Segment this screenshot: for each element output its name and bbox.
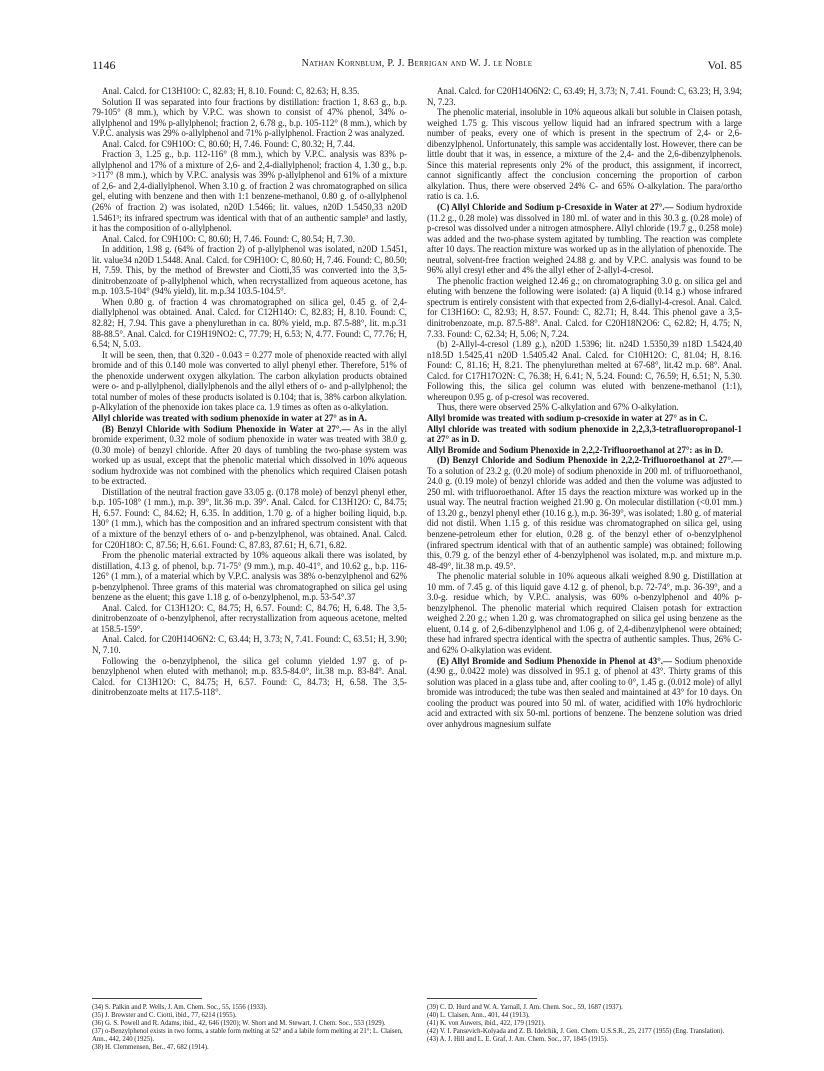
paragraph: From the phenolic material extracted by 10% aqueous alkali there was isolated, by distillation, 4.13 g. of phenol, b.p. 71-75° (9 mm.), m.p. 40-41°, and 10.62 g., b.p. 116-126° (1 mm.), of a material which by V.P.C. analysis was 38% o-benzylphenol and 62% p-benzylphenol. Three grams of this material was chromatographed on silica gel using benzene as the eluent; this gave 1.18 g. of o-benzylphenol, m.p. 53-54°.37 bbox=[92, 550, 407, 603]
paragraph: (D) Benzyl Chloride and Sodium Phenoxide in 2,2,2-Trifluoroethanol at 27°.—To a solution of 23.2 g. (0.20 mole) of sodium phenoxide in 200 ml. of trifluoroethanol, 24.0 g. (0.19 mole) of benzyl chloride was added and then the volume was adjusted to 250 ml. with trifluoroethanol. After 15 days the reaction mixture was worked up in the usual way. The neutral fraction weighed 21.90 g. On molecular distillation (<0.01 mm.) of 13.20 g., benzyl phenyl ether (10.16 g.), m.p. 36-39°, was isolated; 1.80 g. of material did not distil. When 1.15 g. of this residue was chromatographed on silica gel, using benzene-petroleum ether for elution, 0.28 g. of the benzyl ether of o-benzylphenol (infrared spectrum identical with that of an authentic sample) was obtained; following this, 0.79 g. of the benzyl ether of 4-benzylphenol was isolated, m.p. and mixture m.p. 48-49°, lit.38 m.p. 49.5°. bbox=[427, 455, 742, 571]
paragraph: (b) 2-Allyl-4-cresol (1.89 g.), n20D 1.5396; lit. n24D 1.5350,39 n18D 1.5424,40 n18.5D 1.5425,41 n20D 1.5405.42 Anal. Calcd. for C10H12O: C, 81.04; H, 8.16. Found: C, 81.16; H, 8.21. The phenylurethan melted at 67-68°, lit.42 m.p. 68°. Anal. Calcd. for C17H17O2N: C, 76.38; H, 6.41; N, 5.24. Found: C, 76.59; H, 6.51; N, 5.30. Following this, the silica gel column was eluted with benzene-methanol (1:1), whereupon 0.95 g. of p-cresol was recovered. bbox=[427, 339, 742, 402]
paragraph: Distillation of the neutral fraction gave 33.05 g. (0.178 mole) of benzyl phenyl ether, b.p. 105-108° (1 mm.), m.p. 39°, lit.36 m.p. 39°. Anal. Calcd. for C13H12O: C, 84.75; H, 6.57. Found: C, 84.62; H, 6.35. In addition, 1.70 g. of a higher boiling liquid, b.p. 130° (1 mm.), which has the composition and an infrared spectrum consistent with that of a mixture of the benzyl ethers of o- and p-benzylphenol, was obtained. Anal. Calcd. for C20H18O: C, 87.56; H, 6.61. Found: C, 87.83, 87.61; H, 6.71, 6.82. bbox=[92, 486, 407, 550]
footnote: (38) H. Clemmensen, Ber., 47, 682 (1914). bbox=[92, 1044, 209, 1052]
running-head: Nathan Kornblum, P. J. Berrigan and W. J. le Noble bbox=[301, 58, 533, 69]
paragraph: Thus, there were observed 25% C-alkylation and 67% O-alkylation. bbox=[437, 402, 679, 413]
right-column bbox=[427, 86, 742, 729]
paragraph: (B) Benzyl Chloride with Sodium Phenoxide in Water at 27°.— As in the allyl bromide experiment, 0.32 mole of sodium phenoxide in water was treated with 38.0 g. (0.30 mole) of benzyl chloride. After 20 days of tumbling the two-phase system was worked up as usual, except that the phenolic material which dissolved in 10% aqueous sodium hydroxide was not combined with the phenolics which required Claisen potash to be extracted. bbox=[92, 423, 407, 487]
paragraph: Anal. Calcd. for C13H10O: C, 82.83; H, 8.10. Found: C, 82.63; H, 8.35. bbox=[102, 86, 360, 96]
paragraph: In addition, 1.98 g. (64% of fraction 2) of p-allylphenol was isolated, n20D 1.5451, lit. value34 n20D 1.5448. Anal. Calcd. for C9H10O: C, 80.60; H, 7.46. Found: C, 80.50; H, 7.59. This, by the method of Brewster and Ciotti,35 was converted into the 3,5-dinitrobenzoate of p-allylphenol which, when recrystallized from aqueous acetone, has m.p. 103.5-104° (94% yield), lit. m.p.34 103.5-104.5°. bbox=[92, 244, 407, 297]
page-number: 1146 bbox=[92, 58, 116, 72]
paragraph: The phenolic material soluble in 10% aqueous alkali weighed 8.90 g. Distillation at 10 mm. of 7.45 g. of this liquid gave 4.12 g. of phenol, b.p. 72-74°, m.p. 36-39°, and a 3.0-g. residue which, by V.P.C. analysis, was 60% o-benzylphenol and 40% p-benzylphenol. The phenolic material which required Claisen potash for extraction weighed 2.20 g.; when 1.20 g. was chromatographed on silica gel using benzene as the eluent, 0.14 g. of 2,6-dibenzylphenol and 1.06 g. of 2,4-dibenzylphenol were obtained; these had infrared spectra identical with the spectra of authentic samples. Thus, 26% C- and 62% O-alkylation was evident. bbox=[427, 571, 742, 655]
footnote: (37) o-Benzylphenol exists in two forms, a stable form melting at 52° and a labile form melting at 21°; L. Claisen, Ann., 442, 240 (1925). bbox=[92, 1028, 403, 1044]
paragraph: Allyl bromide was treated with sodium p-cresoxide in water at 27° as in C. bbox=[427, 412, 708, 423]
paragraph: Allyl chloride was treated with sodium phenoxide in 2,2,3,3-tetrafluoropropanol-1 at 27° as in D. bbox=[427, 423, 742, 445]
footnote: (34) S. Palkin and P. Wells, J. Am. Chem. Soc., 55, 1556 (1933). bbox=[92, 1004, 268, 1011]
paragraph: (E) Allyl Bromide and Sodium Phenoxide in Phenol at 43°.— Sodium phenoxide (4.90 g., 0.0422 mole) was dissolved in 95.1 g. of phenol at 43°. Thirty grams of this solution was placed in a glass tube and, after cooling to 0°, 1.45 g. (0.012 mole) of allyl bromide was introduced; the tube was then sealed and maintained at 43° for 10 days. On cooling the product was poured into 50 ml. of water, acidified with 10% hydrochloric acid and extracted with six 50-ml. portions of benzene. The benzene solution was dried over anhydrous magnesium sulfate bbox=[427, 655, 743, 729]
paragraph: The phenolic fraction weighed 12.46 g.; on chromatographing 3.0 g. on silica gel and eluting with benzene the following were isolated: (a) A liquid (0.14 g.) whose infrared spectrum is entirely consistent with that expected from 2,6-diallyl-4-cresol. Anal. Calcd. for C13H16O: C, 82.93; H, 8.57. Found: C, 82.71; H, 8.44. This phenol gave a 3,5-dinitrobenzoate, m.p. 87.5-88°. Anal. Calcd. for C20H18N2O6: C, 62.82; H, 4.75; N, 7.33. Found: C, 62.34; H, 5.06; N, 7.24. bbox=[427, 275, 742, 339]
paragraph: It will be seen, then, that 0.320 - 0.043 = 0.277 mole of phenoxide reacted with allyl bromide and of this 0.140 mole was converted to allyl phenyl ether. Therefore, 51% of the phenoxide underwent oxygen alkylation. The carbon alkylation products obtained were o- and p-allylphenol, diallylphenols and the allyl ethers of o- and p-allylphenol; the total number of moles of these products isolated is 0.104; that is, 38% carbon alkylation. p-Alkylation of the phenoxide ion takes place ca. 1.9 times as often as o-alkylation. bbox=[92, 349, 407, 413]
footnote-rule bbox=[427, 998, 537, 999]
footnote: (36) G. S. Powell and R. Adams, ibid., 42, 646 (1920); W. Short and M. Stewart, J. Chem. Soc., 553 (1929). bbox=[92, 1020, 386, 1028]
paragraph: Following the o-benzylphenol, the silica gel column yielded 1.97 g. of p-benzylphenol when eluted with methanol; m.p. 83.5-84.0°, lit.38 m.p. 83-84°. Anal. Calcd. for C13H12O: C, 84.75; H, 6.57. Found: C, 84.73; H, 6.58. The 3,5-dinitrobenzoate melts at 117.5-118°. bbox=[92, 655, 407, 698]
footnotes-right bbox=[427, 1004, 742, 1044]
paragraph: Fraction 3, 1.25 g., b.p. 112-116° (8 mm.), which by V.P.C. analysis was 83% p-allylphenol and 17% of a mixture of 2,6- and 2,4-diallylphenol; fraction 4, 1.30 g., b.p. >117° (8 mm.), which by V.P.C. analysis was 39% p-allylphenol and 61% of a mixture of 2,6- and 2,4-diallylphenol. When 3.10 g. of fraction 2 was chromatographed on silica gel, eluting with benzene and then with 1:1 benzene-methanol, 0.80 g. of o-allylphenol (26% of fraction 2) was isolated, n20D 1.5466; lit. values, n20D 1.5450,33 n20D 1.5461³; its infrared spectrum was identical with that of an authentic sample³ and lastly, it has the composition of o-allylphenol. bbox=[92, 149, 407, 234]
volume-label: Vol. 85 bbox=[707, 58, 742, 72]
footnote: (43) A. J. Hill and L. E. Graf, J. Am. Chem. Soc., 37, 1845 (1915). bbox=[427, 1036, 609, 1044]
paragraph: Anal. Calcd. for C20H14O6N2: C, 63.49; H, 3.73; N, 7.41. Found: C, 63.23; H, 3.94; N, 7.23. bbox=[427, 86, 742, 107]
paragraph: When 0.80 g. of fraction 4 was chromatographed on silica gel, 0.45 g. of 2,4-diallylphenol was obtained. Anal. Calcd. for C12H14O: C, 82.83; H, 8.10. Found: C, 82.82; H, 7.94. This gave a phenylurethan in ca. 80% yield, m.p. 87.5-88°, lit. m.p.31 88-88.5°. Anal. Calcd. for C19H19NO2: C, 77.79; H, 6.53; N, 4.77. Found: C, 77.76; H, 6.54; N, 5.03. bbox=[92, 296, 407, 350]
footnote: (42) V. I. Pansevich-Kolyada and Z. B. Idelchik, J. Gen. Chem. U.S.S.R., 25, 2177 (1955) (Eng. Translation). bbox=[427, 1028, 725, 1036]
footnotes-left bbox=[92, 1004, 407, 1053]
paragraph: Allyl Bromide and Sodium Phenoxide in 2,2,2-Trifluoroethanol at 27°: as in D. bbox=[427, 444, 723, 455]
footnote: (41) K. von Auwers, ibid., 422, 179 (1921). bbox=[427, 1020, 546, 1028]
paragraph: Anal. Calcd. for C20H14O6N2: C, 63.44; H, 3.73; N, 7.41. Found: C, 63.51; H, 3.90; N, 7.10. bbox=[92, 634, 407, 655]
paragraph: Anal. Calcd. for C9H10O: C, 80.60; H, 7.46. Found: C, 80.54; H, 7.30. bbox=[102, 233, 355, 244]
footnote: (40) L. Claisen, Ann., 401, 44 (1913). bbox=[427, 1012, 530, 1020]
paragraph: Anal. Calcd. for C9H10O: C, 80.60; H, 7.46. Found: C, 80.32; H, 7.44. bbox=[102, 138, 355, 149]
footnote: (35) J. Brewster and C. Ciotti, ibid., 77, 6214 (1955). bbox=[92, 1012, 237, 1020]
paragraph: The phenolic material, insoluble in 10% aqueous alkali but soluble in Claisen potash, weighed 1.75 g. This viscous yellow liquid had an infrared spectrum with a large number of peaks, every one of which is present in the spectrum of 2,4- or 2,6-dibenzylphenol. Unfortunately, this sample was accidentally lost. However, there can be little doubt that it was, in essence, a mixture of the 2,4- and the 2,6-dibenzylphenols. Since this material represents only 2% of the product, this assignment, if incorrect, cannot significantly affect the conclusion concerning the proportion of carbon alkylation. Thus, there were observed 24% C- and 65% O-alkylation. The para/ortho ratio is ca. 1.6. bbox=[427, 107, 742, 202]
paragraph: (C) Allyl Chloride and Sodium p-Cresoxide in Water at 27°.— Sodium hydroxide (11.2 g., 0.28 mole) was dissolved in 180 ml. of water and in this 30.3 g. (0.28 mole) of p-cresol was dissolved under a nitrogen atmosphere. Allyl chloride (19.7 g., 0.258 mole) was added and the two-phase system agitated by tumbling. The reaction was complete after 10 days. The reaction mixture was worked up as in the allylation of phenoxide. The neutral, solvent-free fraction weighed 24.88 g. and by V.P.C. analysis was found to be 96% allyl cresyl ether and 4% the allyl ether of 2-allyl-4-cresol. bbox=[427, 202, 742, 276]
footnote-rule bbox=[92, 998, 202, 999]
paragraph: Anal. Calcd. for C13H12O: C, 84.75; H, 6.57. Found: C, 84.76; H, 6.48. The 3,5-dinitrobenzoate of o-benzylphenol, after recrystallization from aqueous acetone, melted at 158.5-159°. bbox=[92, 602, 407, 634]
left-column bbox=[92, 86, 407, 698]
paragraph: Allyl chloride was treated with sodium phenoxide in water at 27° as in A. bbox=[92, 412, 367, 423]
paragraph: Solution II was separated into four fractions by distillation: fraction 1, 8.63 g., b.p. 79-105° (8 mm.), which by V.P.C. was shown to consist of 47% phenol, 34% o-allylphenol and 19% p-allylphenol; fraction 2, 6.78 g., b.p. 105-112° (8 mm.), which by V.P.C. analysis was 29% o-allylphenol and 71% p-allylphenol. Fraction 2 was analyzed. bbox=[92, 96, 407, 139]
page-header bbox=[92, 58, 742, 74]
footnote: (39) C. D. Hurd and W. A. Yarnall, J. Am. Chem. Soc., 59, 1687 (1937). bbox=[427, 1004, 623, 1011]
